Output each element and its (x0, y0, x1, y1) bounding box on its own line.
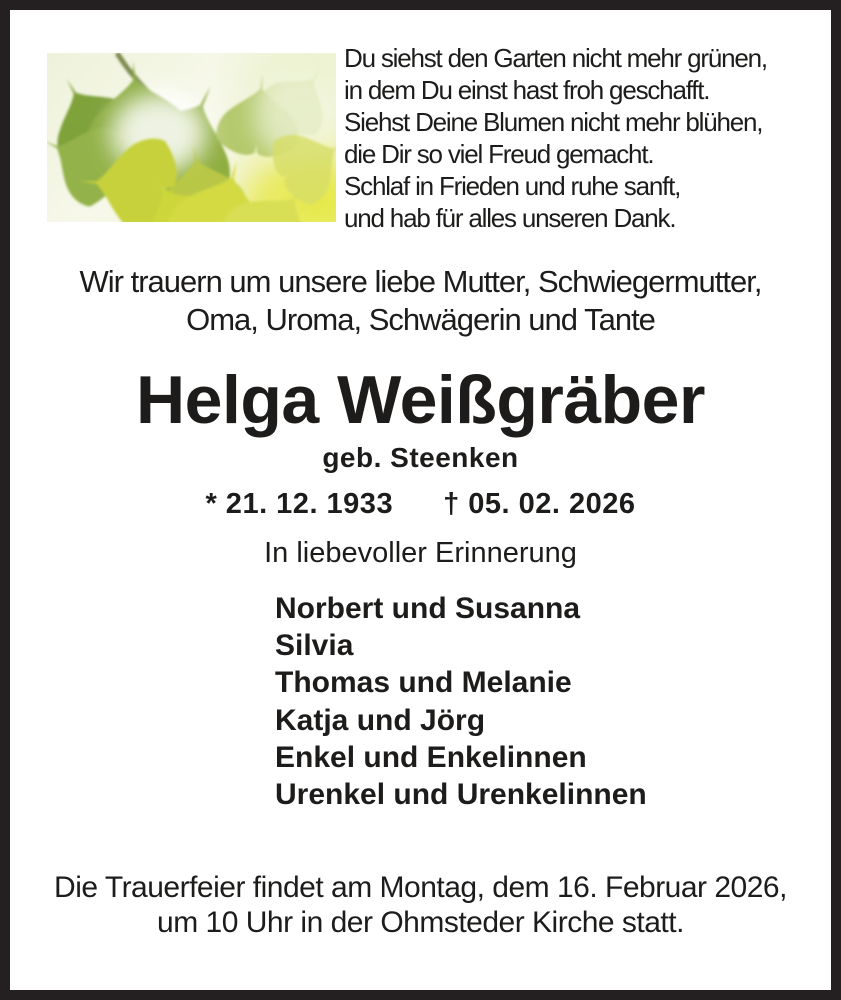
poem-line: Siehst Deine Blumen nicht mehr blühen, (344, 107, 763, 137)
memorial-poem (344, 42, 767, 234)
maiden-name: geb. Steenken (322, 442, 519, 473)
intro-line: Wir trauern um unsere liebe Mutter, Schwiegermutter, (79, 264, 762, 299)
mourners-list (275, 590, 647, 813)
mourning-intro (10, 263, 831, 339)
life-dates (10, 487, 831, 521)
mourner-line: Silvia (275, 629, 354, 663)
funeral-info (10, 870, 831, 940)
funeral-line: um 10 Uhr in der Ohmsteder Kirche statt. (157, 906, 684, 939)
death-date: † 05. 02. 2026 (443, 488, 636, 520)
ginkgo-leaves-illustration (47, 53, 336, 222)
mourner-line: Urenkel und Urenkelinnen (275, 778, 647, 812)
funeral-line: Die Trauerfeier findet am Montag, dem 16. Februar 2026, (54, 871, 787, 904)
poem-line: in dem Du einst hast froh geschafft. (344, 75, 710, 105)
poem-line: die Dir so viel Freud gemacht. (344, 139, 654, 169)
mourner-line: Enkel und Enkelinnen (275, 740, 587, 774)
birth-date: * 21. 12. 1933 (205, 488, 394, 520)
ginkgo-photo (47, 53, 336, 222)
intro-line: Oma, Uroma, Schwägerin und Tante (186, 302, 655, 337)
mourner-line: Katja und Jörg (275, 703, 486, 737)
mourner-line: Norbert und Susanna (275, 592, 581, 625)
poem-line: Schlaf in Frieden und ruhe sanft, (344, 171, 681, 201)
mourner-line: Thomas und Melanie (275, 666, 572, 700)
poem-line: und hab für alles unseren Dank. (344, 203, 676, 233)
memorial-line: In liebevoller Erinnerung (264, 537, 577, 569)
poem-line: Du siehst den Garten nicht mehr grünen, (344, 43, 767, 73)
deceased-name: Helga Weißgräber (136, 362, 705, 438)
